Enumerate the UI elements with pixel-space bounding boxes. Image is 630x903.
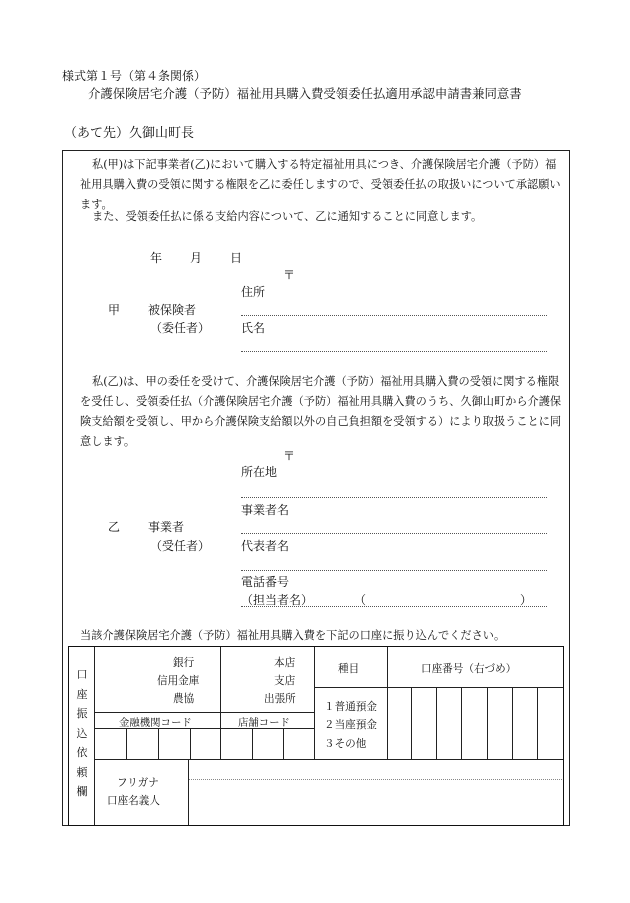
contact-label: （担当者名） xyxy=(241,593,314,607)
other-deposit-option[interactable]: ３その他 xyxy=(324,738,367,750)
phone-field-line[interactable] xyxy=(241,606,547,607)
notification-consent: また、受領委任払に係る支給内容について、乙に通知することに同意します。 xyxy=(92,210,483,223)
business-label: 事業者 xyxy=(148,520,185,534)
declaration-paragraph: 私(甲)は下記事業者(乙)において購入する特定福祉用具につき、介護保険居宅介護（予防）福祉用具購入費の受領に関する権限を乙に委任しますので、受領委任払の取扱いについて承認願います。 xyxy=(80,158,561,211)
representative-label: 代表者名 xyxy=(241,539,290,553)
name-field-line[interactable] xyxy=(241,351,547,352)
date-month-label: 月 xyxy=(190,251,203,265)
branch-code-label: 店舗コード xyxy=(238,717,290,729)
postal-mark-a: 〒 xyxy=(283,268,296,282)
phone-label: 電話番号 xyxy=(241,575,290,589)
head-office-label[interactable]: 本店 xyxy=(274,657,296,669)
account-type-header: 種目 xyxy=(338,663,360,675)
paren-open: （ xyxy=(354,593,367,607)
location-label: 所在地 xyxy=(241,465,278,479)
date-year-label: 年 xyxy=(150,251,163,265)
account-holder-label: 口座名義人 xyxy=(107,795,160,807)
delegate-label: （受任者） xyxy=(150,539,211,553)
otsu-label: 乙 xyxy=(108,520,121,534)
location-field-line[interactable] xyxy=(241,497,547,498)
business-name-label: 事業者名 xyxy=(241,503,290,517)
branch-office-label[interactable]: 支店 xyxy=(274,675,296,687)
delegator-label: （委任者） xyxy=(150,321,211,335)
institution-code-label: 金融機関コード xyxy=(119,717,192,729)
account-number-header: 口座番号（右づめ） xyxy=(421,663,517,675)
name-label: 氏名 xyxy=(241,321,266,335)
credit-union-type-label[interactable]: 信用金庫 xyxy=(157,675,200,687)
current-deposit-option[interactable]: ２当座預金 xyxy=(324,719,377,731)
business-name-field-line[interactable] xyxy=(241,533,547,534)
addressee: （あて先）久御山町長 xyxy=(64,126,195,141)
insured-label: 被保険者 xyxy=(148,303,197,317)
representative-field-line[interactable] xyxy=(241,570,547,571)
transfer-note: 当該介護保険居宅介護（予防）福祉用具購入費を下記の口座に振り込んでください。 xyxy=(80,629,506,642)
form-title: 介護保険居宅介護（予防）福祉用具購入費受領委任払適用承認申請書兼同意書 xyxy=(88,86,522,101)
bank-type-label[interactable]: 銀行 xyxy=(173,657,195,669)
ordinary-deposit-option[interactable]: １普通預金 xyxy=(324,701,377,713)
date-day-label: 日 xyxy=(230,251,243,265)
form-number: 様式第１号（第４条関係） xyxy=(62,69,207,83)
agri-coop-type-label[interactable]: 農協 xyxy=(173,693,195,705)
address-label: 住所 xyxy=(241,285,266,299)
sub-branch-label[interactable]: 出張所 xyxy=(264,693,296,705)
business-consent-paragraph: 私(乙)は、甲の委任を受けて、介護保険居宅介護（予防）福祉用具購入費の受領に関する権限を受任し、受領委任払（介護保険居宅介護（予防）福祉用具購入費のうち、久御山町から介護保険支給額を受領し、甲から介護保険支給額以外の自己負担額を受領する）により取扱うことに同意します。 xyxy=(80,375,562,448)
bank-side-label: 口 座 振 込 依 頼 欄 xyxy=(76,668,88,798)
postal-mark-b: 〒 xyxy=(283,449,296,463)
furigana-label: フリガナ xyxy=(117,777,159,789)
paren-close: ） xyxy=(520,593,533,607)
address-field-line[interactable] xyxy=(241,315,547,316)
bank-account-table xyxy=(68,646,564,826)
kou-label: 甲 xyxy=(108,303,121,317)
